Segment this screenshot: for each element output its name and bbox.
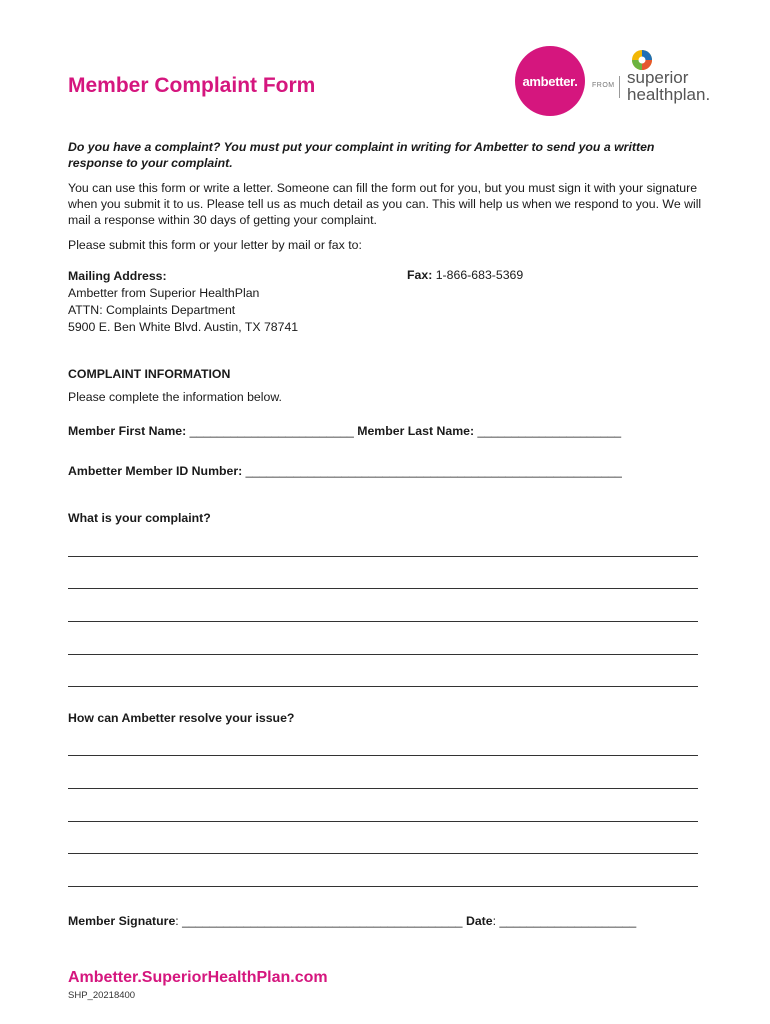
mailing-address-line: ATTN: Complaints Department [68, 303, 236, 317]
complaint-answer-line[interactable] [68, 556, 698, 557]
date-colon: : [492, 914, 497, 928]
last-name-label: Member Last Name: [357, 424, 475, 438]
brand-logos [515, 46, 715, 116]
mailing-address-label: Mailing Address: [68, 269, 167, 283]
resolution-answer-line[interactable] [68, 886, 698, 887]
superior-logo-text: superior [627, 68, 689, 87]
first-name-field[interactable]: ________________________ [189, 424, 354, 438]
resolution-answer-line[interactable] [68, 788, 698, 789]
last-name-field[interactable]: _____________________ [477, 424, 622, 438]
fax-label: Fax: [407, 268, 433, 282]
complaint-answer-line[interactable] [68, 654, 698, 655]
submit-instruction: Please submit this form or your letter by mail or fax to: [68, 238, 362, 252]
complaint-question: What is your complaint? [68, 511, 211, 525]
logo-divider [619, 76, 620, 98]
complaint-info-subheading: Please complete the information below. [68, 390, 282, 404]
mailing-address-block [68, 268, 298, 336]
member-id-label: Ambetter Member ID Number: [68, 464, 243, 478]
member-id-row [68, 464, 622, 478]
resolution-question: How can Ambetter resolve your issue? [68, 711, 295, 725]
ambetter-logo [515, 46, 585, 116]
complaint-info-heading: COMPLAINT INFORMATION [68, 367, 231, 381]
intro-paragraph: You can use this form or write a letter. Someone can fill the form out for you, but you must sign it with your signature when you submit it to us. Please tell us as much detail as you can. This will help us when we respond to you. We will mail a response within 30 days of getting your complaint. [68, 181, 702, 227]
signature-field[interactable]: _________________________________________ [178, 914, 463, 928]
date-label: Date [465, 914, 493, 928]
complaint-answer-line[interactable] [68, 686, 698, 687]
fax-block [407, 268, 523, 282]
mailing-address-line: 5900 E. Ben White Blvd. Austin, TX 78741 [68, 320, 299, 334]
member-name-row [68, 424, 621, 438]
date-field[interactable]: ____________________ [496, 914, 637, 928]
document-id: SHP_20218400 [68, 990, 136, 1001]
complaint-answer-line[interactable] [68, 621, 698, 622]
complaint-answer-line[interactable] [68, 588, 698, 589]
signature-row [68, 914, 636, 928]
from-label: FROM [592, 82, 615, 89]
form-title: Member Complaint Form [68, 74, 316, 97]
resolution-answer-line[interactable] [68, 821, 698, 822]
resolution-answer-line[interactable] [68, 853, 698, 854]
healthplan-logo-text: healthplan. [627, 85, 711, 104]
ambetter-logo-text: ambetter. [522, 73, 578, 89]
intro-bold-text: Do you have a complaint? You must put your complaint in writing for Ambetter to send you a written response to your complaint. [68, 140, 655, 170]
signature-label: Member Signature [68, 914, 176, 928]
resolution-answer-line[interactable] [68, 755, 698, 756]
fax-number: 1-866-683-5369 [435, 268, 524, 282]
website-link[interactable]: Ambetter.SuperiorHealthPlan.com [68, 969, 328, 986]
member-id-field[interactable]: _______________________________________________________ [245, 464, 622, 478]
mailing-address-line: Ambetter from Superior HealthPlan [68, 286, 260, 300]
first-name-label: Member First Name: [68, 424, 187, 438]
signature-colon: : [175, 914, 179, 928]
